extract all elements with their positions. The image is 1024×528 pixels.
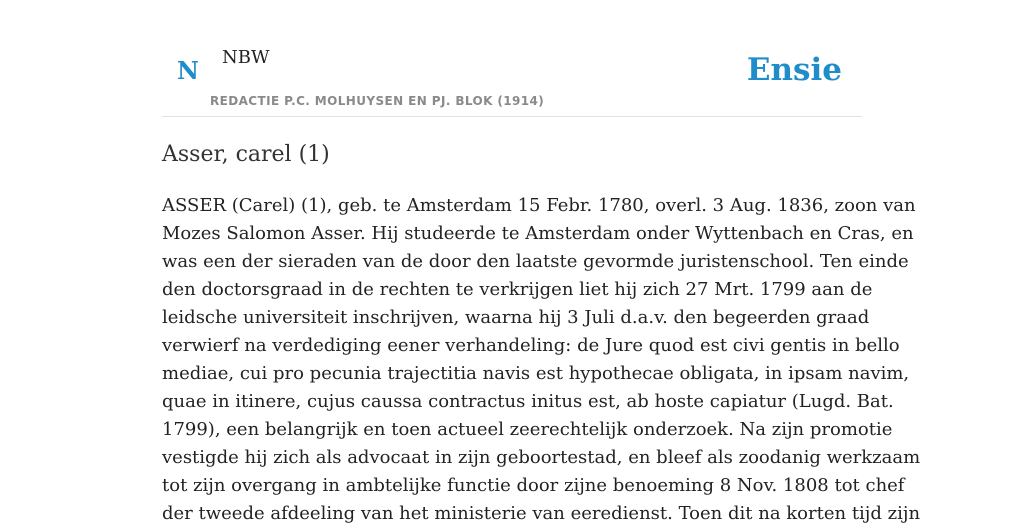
article-line: leidsche universiteit inschrijven, waarna hij 3 Juli d.a.v. den begeerden graad: [162, 307, 870, 328]
source-name[interactable]: NBW: [222, 47, 270, 68]
article-line: ASSER (Carel) (1), geb. te Amsterdam 15 Febr. 1780, overl. 3 Aug. 1836, zoon van: [162, 195, 916, 216]
source-logo[interactable]: N: [177, 56, 199, 85]
article-line: tot zijn overgang in ambtelijke functie door zijne benoeming 8 Nov. 1808 tot chef: [162, 475, 905, 496]
source-subtitle: REDACTIE P.C. MOLHUYSEN EN PJ. BLOK (1914): [210, 94, 545, 108]
article-line: vestigde hij zich als advocaat in zijn geboortestad, en bleef als zoodanig werkzaam: [162, 447, 921, 468]
article-line: 1799), een belangrijk en toen actueel zeerechtelijk onderzoek. Na zijn promotie: [162, 419, 893, 440]
article-body: [162, 192, 921, 528]
article-line: mediae, cui pro pecunia trajectitia navis est hypothecae obligata, in ipsam navim,: [162, 363, 910, 384]
article-line: verwierf na verdediging eener verhandeling: de Jure quod est civi gentis in bello: [162, 335, 900, 356]
brand-logo[interactable]: Ensie: [746, 52, 842, 88]
article-line: den doctorsgraad in de rechten te verkrijgen liet hij zich 27 Mrt. 1799 aan de: [162, 279, 873, 300]
article-line: was een der sieraden van de door den laatste gevormde juristenschool. Ten einde: [162, 251, 909, 272]
article-line: der tweede afdeeling van het ministerie van eeredienst. Toen dit na korten tijd zijn: [162, 503, 921, 524]
site-header: [162, 0, 862, 117]
article-title: Asser, carel (1): [162, 142, 330, 167]
article-line: Mozes Salomon Asser. Hij studeerde te Amsterdam onder Wyttenbach en Cras, en: [162, 223, 914, 244]
article-line: quae in itinere, cujus caussa contractus initus est, ab hoste capiatur (Lugd. Bat.: [162, 391, 894, 412]
